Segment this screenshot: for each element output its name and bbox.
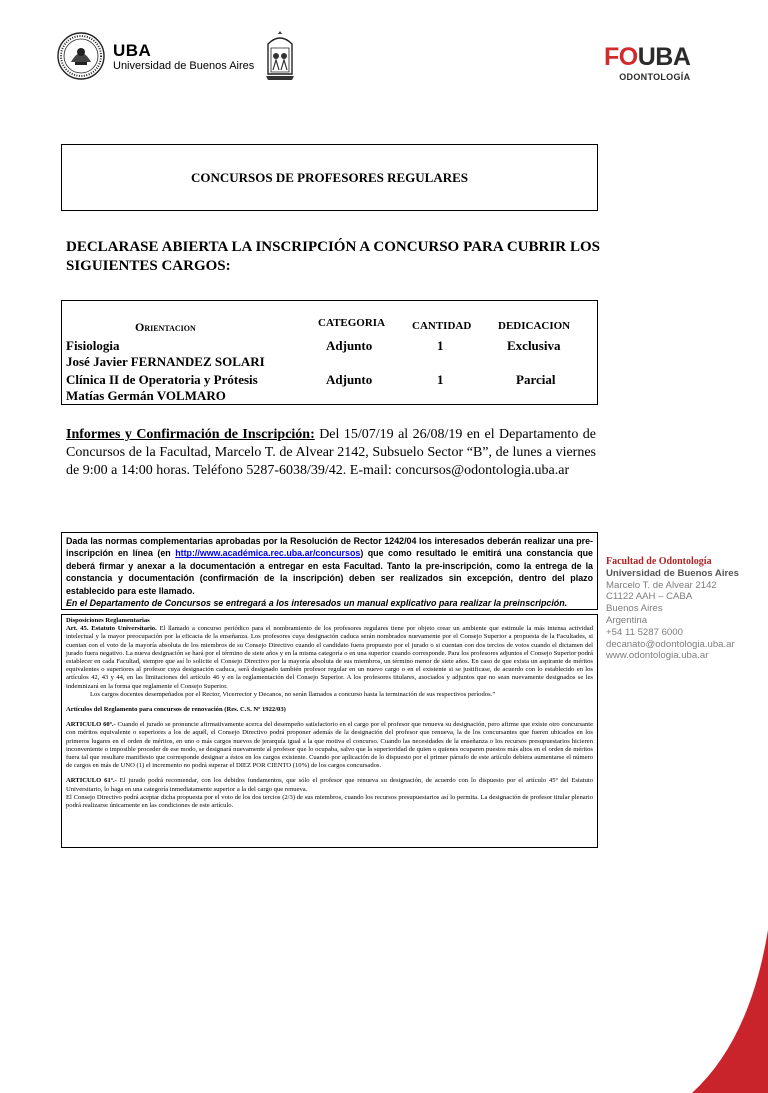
row2-orientacion: Clínica II de Operatoria y Prótesis [66, 372, 258, 387]
renewal-regulation-heading: Artículos del Reglamento para concursos de renovación (Res. C.S. Nº 1922/03) [66, 706, 286, 714]
contact-web[interactable]: www.odontologia.uba.ar [606, 650, 709, 662]
art45-label: Art. 45. Estatuto Universitario. [66, 625, 157, 633]
contact-postal: C1122 AAH – CABA [606, 591, 693, 603]
notice-text-1: Dada las normas complementarias aprobadas por la Resolución de Rector 1242/04 los interesados deberán realizar una pre-inscripción en línea (en [66, 536, 593, 559]
notice-italic: En el Departamento de Concursos se entregará a los interesados un manual explicativo para realizar la preinscripción. [66, 598, 568, 609]
uba-seal-logo [57, 32, 105, 80]
art60-paragraph [66, 721, 593, 770]
positions-table [61, 300, 598, 405]
declaration-heading: DECLARASE ABIERTA LA INSCRIPCIÓN A CONCURSO PARA CUBRIR LOS SIGUIENTES CARGOS: [66, 239, 600, 274]
contact-email[interactable]: decanato@odontologia.uba.ar [606, 638, 735, 650]
row1-dedicacion: Exclusiva [507, 338, 561, 353]
fo-uba-logo [604, 44, 690, 82]
fo-logo-subtitle: ODONTOLOGÍA [619, 72, 691, 82]
regulations-heading: Disposiciones Reglamentarias [66, 617, 150, 624]
notice-text-2: ) que como resultado le emitirá una constancia que deberá firmar y anexar a la documentación a entregar en esta Facultad. Tanto la pre-inscripción, como la entrega de la constancia y documentación (confirmación de la inscripción) deben ser realizados sin excepción, dentro del plazo establecido para este llamado. [66, 548, 593, 596]
row2-dedicacion: Parcial [516, 372, 556, 387]
art60-label: ARTICULO 60º.- [66, 721, 116, 729]
contact-address: Marcelo T. de Alvear 2142 [606, 579, 717, 591]
row1-categoria: Adjunto [326, 338, 373, 353]
preinscription-link[interactable]: http://www.académica.rec.uba.ar/concursos [175, 548, 361, 559]
contact-block [606, 556, 739, 662]
row2-categoria: Adjunto [326, 372, 373, 387]
art61-paragraph [66, 777, 593, 793]
uba-full-label: Universidad de Buenos Aires [113, 60, 255, 72]
art45-paragraph [66, 625, 593, 691]
row2-cantidad: 1 [437, 372, 444, 387]
page-title: CONCURSOS DE PROFESORES REGULARES [190, 169, 469, 185]
art60-text: Cuando el jurado se pronuncie afirmativamente acerca del desempeño satisfactorio en el cargo por el profesor que renueva su designación, pero afirme que existe otro concursante con méritos equivalente o superiores a los de aquél, el Consejo Directivo podrá proponer además de la designación del profesor que renueva, la de los concursantes que fueren ubicados en los primeros lugares en el orden de méritos, en uno o más cargos nuevos de jerarquía igual a la que motiva el concurso. Cuando las necesidades de la enseñanza o los recursos presupuestarios hicieren inconveniente o imposible proceder de ese modo, se designará nuevamente al profesor que lo ocupaba, salvo que la superioridad de quien o quienes ocuparen puestos más altos en el orden de méritos fuera tal que resultare manifiesto que corresponde designar a éstos en los cargos existente. Cuando por aplicación de lo dispuesto por el primer párrafo de este artículo debiera aumentarse el número de cargos en más de UNO (1) el incremento no podrá superar el DIEZ POR CIENTO (10%) de los cargos concursados. [66, 721, 593, 770]
regulations-box [61, 614, 598, 848]
informes-text: Del 15/07/19 al 26/08/19 en el Departamento de Concursos de la Facultad, Marcelo T. de Alvear 2142, Subsuelo Sector “B”, de lunes a viernes de 9:00 a 14:00 horas. Teléfono 5287-6038/39/42. E-mail: concursos@odontologia.uba.ar [66, 427, 596, 478]
title-box [61, 144, 598, 211]
fo-logo-left: FO [604, 43, 638, 71]
art61-text: El jurado podrá recomendar, con los debidos fundamentos, que sólo el profesor que renueva su designación, de acuerdo con lo dispuesto por el artículo 45º del Estatuto Universitario, lo haga en una categoría inmediatamente superior a la del cargo que renueva. [66, 777, 594, 793]
fo-logo-right: UBA [637, 43, 691, 71]
header-dedicacion: DEDICACION [498, 320, 571, 332]
header-categoria: CATEGORIA [318, 317, 386, 329]
art45-text-2: Los cargos docentes desempeñados por el Rector, Vicerrector y Decanos, no serán llamados a concurso hasta la terminación de sus respectivos períodos.” [90, 690, 496, 698]
informes-paragraph [66, 426, 596, 480]
row1-orientacion: Fisiologia [66, 338, 120, 353]
decorative-swoosh [600, 930, 768, 1093]
art61-text-2: El Consejo Directivo podrá aceptar dicha propuesta por el voto de los dos tercios (2/3) de sus miembros, cuando los recursos presupuestarios así lo permita. La designación de profesor titular plenario podrá realizarse únicamente en las condiciones de este artículo. [66, 793, 593, 810]
row2-nombre: Matías Germán VOLMARO [66, 388, 226, 403]
contact-country: Argentina [606, 614, 648, 626]
art61-label: ARTICULO 61º.- [66, 777, 117, 785]
contact-phone: +54 11 5287 6000 [606, 626, 683, 638]
faculty-crest-logo [262, 30, 298, 82]
row1-nombre: José Javier FERNANDEZ SOLARI [66, 354, 265, 369]
contact-faculty: Facultad de Odontología [606, 556, 712, 567]
header-cantidad: CANTIDAD [412, 320, 472, 332]
uba-wordmark [113, 42, 254, 73]
header-orientacion: Orientacion [135, 320, 196, 334]
informes-label: Informes y Confirmación de Inscripción: [66, 427, 315, 442]
row1-cantidad: 1 [437, 338, 444, 353]
uba-short-label: UBA [113, 41, 152, 60]
contact-city: Buenos Aires [606, 603, 663, 615]
contact-university: Universidad de Buenos Aires [606, 567, 739, 579]
art45-text: El llamado a concurso periódico para el nombramiento de los profesores regulares tiene por objeto crear un ambiente que estimule la más intensa actividad intelectual y la mayor preocupación por la eficacia de la enseñanza. Los profesores cuya designación caduca serán nombrados nuevamente por el Consejo Superior a propuesta de la Facultades, si cuentan con el voto de la mayoría absoluta de los miembros de su Consejo Directivo cuando el candidato fuera propuesto por el jurado o si cuentan con dos tercios de votos cuando el dictamen del jurado fuera negativo. La nueva designación se hará por el término de siete años y en la misma categoría o en una superior cuando corresponde. Para los profesores adjuntos el Consejo Superior podrá establecer en cada Facultad, siempre que así lo solicite el Consejo Directivo por la mayoría absoluta de sus miembros, un término menor de siete años. En caso de que exista un aspirante de méritos equivalentes o superiores al profesor cuya designación caduca, será designado también profesor regular en un nuevo cargo o en el existente si se justificase, de acuerdo con lo establecido en los artículos 42, 43 y 44, en las limitaciones del artículo 46 y en la reglamentación del Consejo Superior. A los profesores titulares, asociados y adjuntos que no sean nuevamente designados se les indemnizará en la forma que reglamente el Consejo Superior. [66, 625, 593, 690]
preinscription-notice [61, 532, 598, 610]
